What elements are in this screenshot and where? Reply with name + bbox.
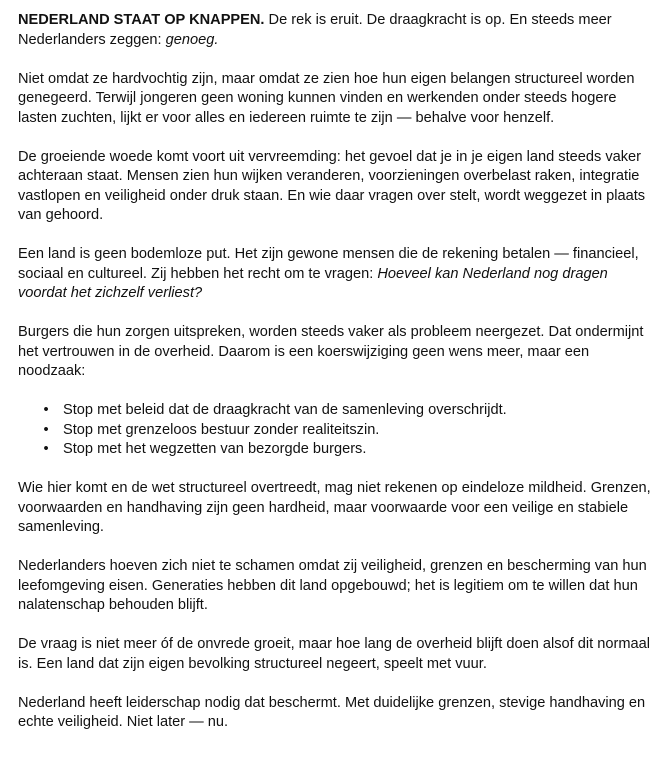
demands-list xyxy=(18,401,652,460)
list-item-text: Stop met beleid dat de draagkracht van de samenleving overschrijdt. xyxy=(63,402,507,418)
paragraph-4-question: Hoeveel kan Nederland nog dragen voordat het zichzelf verliest? xyxy=(18,265,608,301)
intro-emphasis: genoeg. xyxy=(165,31,219,48)
paragraph-7: Nederlanders hoeven zich niet te schamen omdat zij veiligheid, grenzen en bescherming van hun leefomgeving eisen. Generaties hebben dit land opgebouwd; het is legitiem om te willen dat hun nalatenschap behouden blijft. xyxy=(18,558,647,613)
list-item xyxy=(18,401,652,421)
bullet-icon: • xyxy=(43,421,49,438)
intro-text: De rek is eruit. De draagkracht is op. En steeds meer Nederlanders zeggen: xyxy=(18,12,612,48)
list-item xyxy=(18,421,652,441)
list-item-text: Stop met grenzeloos bestuur zonder realiteitszin. xyxy=(63,421,380,438)
intro-headline: NEDERLAND STAAT OP KNAPPEN. xyxy=(18,12,265,28)
list-item xyxy=(18,440,652,460)
bullet-icon: • xyxy=(43,441,49,457)
paragraph-4 xyxy=(18,245,652,304)
bullet-icon: • xyxy=(43,402,49,418)
paragraph-4-text: Een land is geen bodemloze put. Het zijn gewone mensen die de rekening betalen — financieel, sociaal en cultureel. Zij hebben het recht om te vragen: xyxy=(18,246,639,282)
paragraph-2: Niet omdat ze hardvochtig zijn, maar omdat ze zien hoe hun eigen belangen structureel worden genegeerd. Terwijl jongeren geen woning kunnen vinden en werkenden onder steeds hogere lasten zuchten, lijkt er voor alles en iedereen ruimte te zijn — behalve voor henzelf. xyxy=(18,70,635,126)
paragraph-9: Nederland heeft leiderschap nodig dat beschermt. Met duidelijke grenzen, stevige handhaving en echte veiligheid. Niet later — nu. xyxy=(18,694,646,730)
paragraph-5: Burgers die hun zorgen uitspreken, worden steeds vaker als probleem neergezet. Dat ondermijnt het vertrouwen in de overheid. Daarom is een koerswijziging geen wens meer, maar een noodzaak: xyxy=(18,324,644,379)
paragraph-8: De vraag is niet meer óf de onvrede groeit, maar hoe lang de overheid blijft doen alsof dit normaal is. Een land dat zijn eigen bevolking structureel negeert, speelt met vuur. xyxy=(18,636,650,672)
paragraph-6: Wie hier komt en de wet structureel overtreedt, mag niet rekenen op eindeloze mildheid. Grenzen, voorwaarden en handhaving zijn geen hardheid, maar voorwaarde voor een veilige en stabiele samenleving. xyxy=(18,480,651,535)
paragraph-3: De groeiende woede komt voort uit vervreemding: het gevoel dat je in je eigen land steeds vaker achteraan staat. Mensen zien hun wijken veranderen, voorzieningen overbelast raken, integratie vastlopen en veiligheid onder druk staan. En wie daar vragen over stelt, wordt weggezet in plaats van gehoord. xyxy=(18,148,646,223)
paragraph-intro xyxy=(18,11,652,50)
list-item-text: Stop met het wegzetten van bezorgde burgers. xyxy=(63,441,367,457)
